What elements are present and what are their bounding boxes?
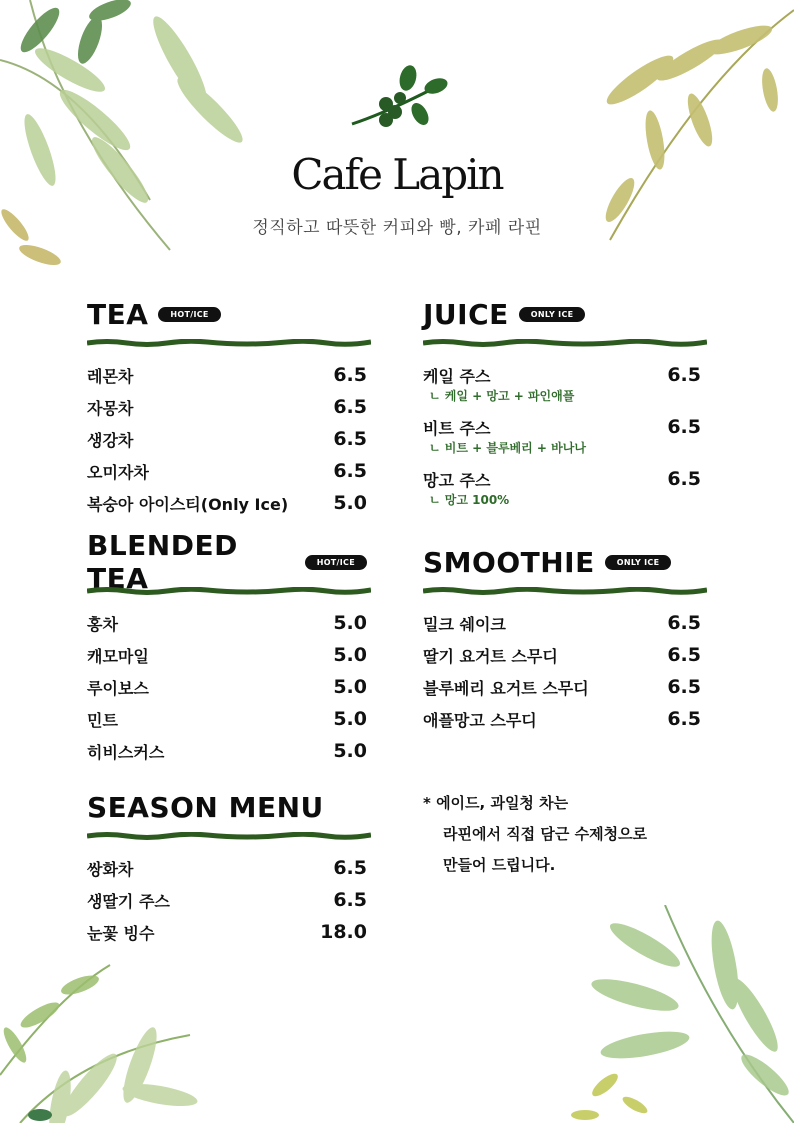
cafe-tagline: 정직하고 따뜻한 커피와 빵, 카페 라핀 (252, 218, 542, 238)
section-title: BLENDED TEA (87, 529, 238, 595)
menu-item: 캐모마일 5.0 (87, 644, 367, 666)
menu-item: 레몬차 6.5 (87, 364, 367, 386)
menu-item: 눈꽃 빙수 18.0 (87, 921, 367, 943)
section-title: SEASON MENU (87, 790, 324, 824)
section-season-menu (87, 790, 367, 948)
brush-divider (423, 339, 707, 347)
menu-item: 홍차 5.0 (87, 612, 367, 634)
leaf-decoration-top-left (0, 0, 270, 280)
section-title: JUICE (423, 297, 509, 331)
section-title: TEA (87, 297, 149, 331)
homemade-syrup-note: * 에이드, 과일청 차는 라핀에서 직접 담근 수제청으로 만들어 드립니다. (423, 794, 648, 874)
menu-item: 비트 주스 6.5 (423, 416, 701, 438)
menu-item: 민트 5.0 (87, 708, 367, 730)
cafe-name: Cafe Lapin (291, 150, 503, 199)
menu-item: 생강차 6.5 (87, 428, 367, 450)
menu-item: 망고 주스 6.5 (423, 468, 701, 490)
brush-divider (87, 832, 371, 840)
coffee-branch-logo-icon (348, 62, 452, 142)
brush-divider (423, 587, 707, 595)
hot-ice-badge: HOT/ICE (305, 555, 367, 570)
section-blended-tea (87, 529, 367, 767)
menu-item: 오미자차 6.5 (87, 460, 367, 482)
item-ingredients: ㄴ 망고 100% (429, 493, 510, 507)
menu-item: 애플망고 스무디 6.5 (423, 708, 701, 730)
leaf-decoration-bottom-left (0, 955, 200, 1123)
menu-item: 케일 주스 6.5 (423, 364, 701, 386)
menu-item: 히비스커스 5.0 (87, 740, 367, 762)
section-smoothie (423, 545, 701, 735)
section-title: SMOOTHIE (423, 545, 595, 579)
menu-item: 밀크 쉐이크 6.5 (423, 612, 701, 634)
only-ice-badge: ONLY ICE (519, 307, 586, 322)
only-ice-badge: ONLY ICE (605, 555, 672, 570)
hot-ice-badge: HOT/ICE (158, 307, 220, 322)
brush-divider (87, 339, 371, 347)
section-juice (423, 297, 701, 515)
leaf-decoration-bottom-right (565, 905, 794, 1123)
menu-item: 복숭아 아이스티(Only Ice) 5.0 (87, 492, 367, 514)
section-tea (87, 297, 367, 519)
menu-item: 딸기 요거트 스무디 6.5 (423, 644, 701, 666)
item-ingredients: ㄴ 비트 + 블루베리 + 바나나 (429, 441, 586, 455)
item-ingredients: ㄴ 케일 + 망고 + 파인애플 (429, 389, 575, 403)
menu-item: 블루베리 요거트 스무디 6.5 (423, 676, 701, 698)
menu-item: 쌍화차 6.5 (87, 857, 367, 879)
menu-item: 자몽차 6.5 (87, 396, 367, 418)
menu-item: 루이보스 5.0 (87, 676, 367, 698)
menu-item: 생딸기 주스 6.5 (87, 889, 367, 911)
